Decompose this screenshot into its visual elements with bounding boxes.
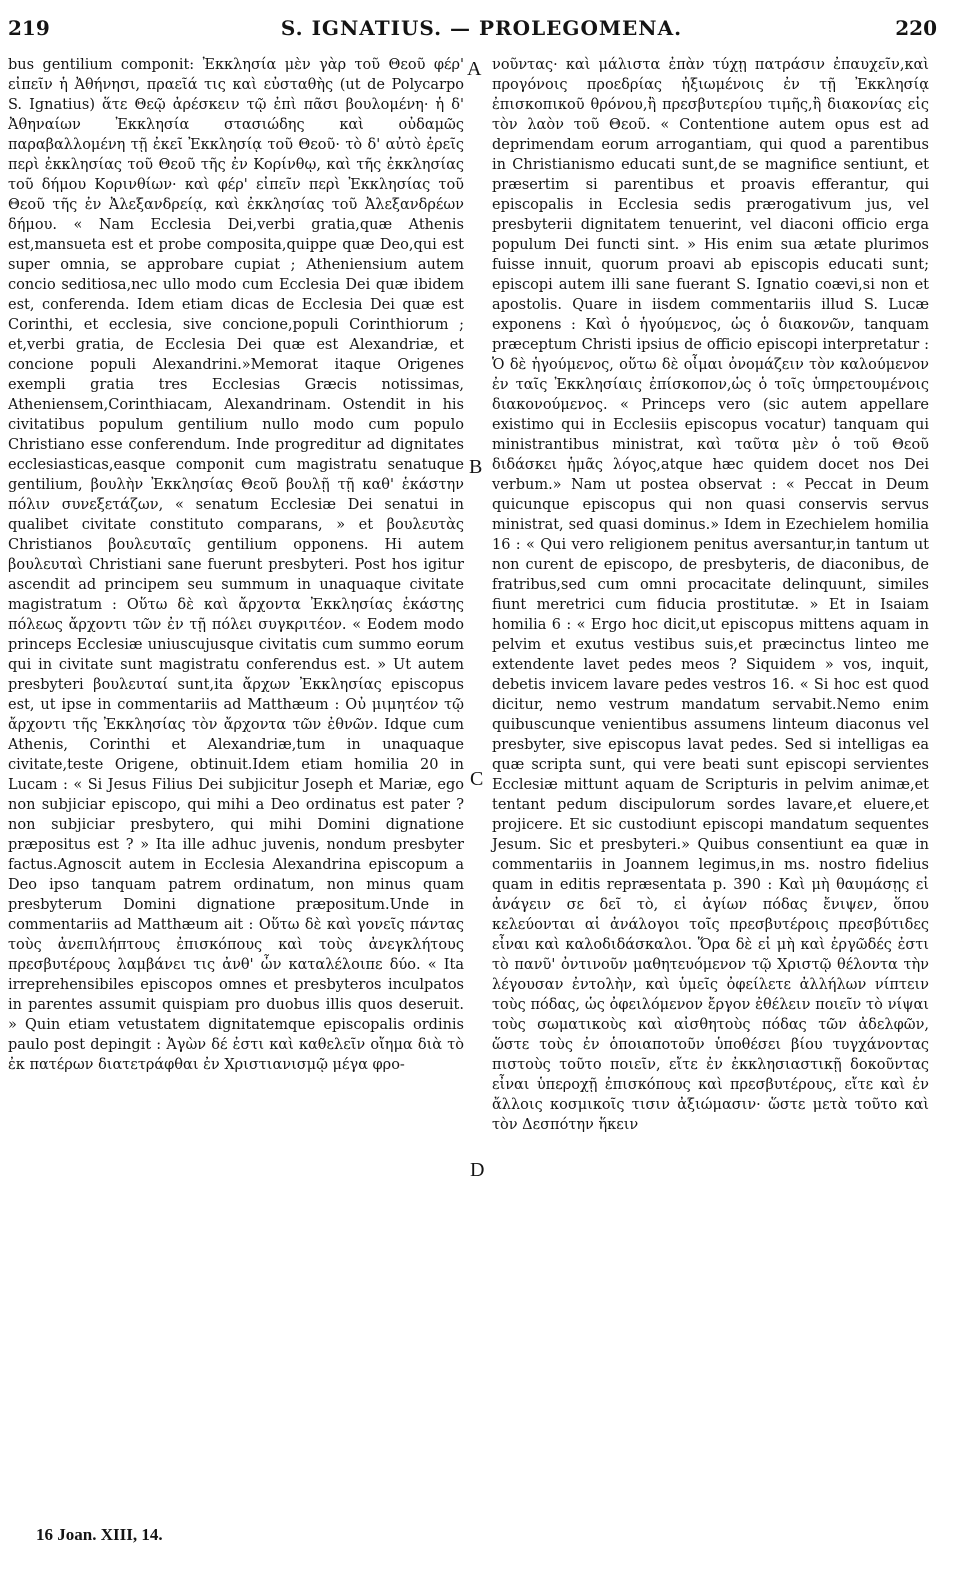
- margin-letter-b: B: [469, 456, 483, 478]
- left-column-text: bus gentilium componit: Ἐκκλησία μὲν γὰρ τοῦ Θεοῦ φέρ' εἰπεῖν ἡ Ἀθήνησι, πραεῖά τις καὶ εὐσταθὴς (ut de Polycarpo S. Ignatius) ἅτε Θεῷ ἀρέσκειν τῷ ἐπὶ πᾶσι βουλομένη· ἡ δ' Ἀθηναίων Ἐκκλησία στασιώδης καὶ οὐδαμῶς παραβαλλομένη τῇ ἐκεῖ Ἐκκλησίᾳ τοῦ Θεοῦ· τὸ δ' αὐτὸ ἐρεῖς περὶ ἐκκλησίας τοῦ Θεοῦ τῆς ἐν Κορίνθῳ, καὶ τῆς ἐκκλησίας τοῦ δήμου Κορινθίων· καὶ φέρ' εἰπεῖν περὶ Ἐκκλησίας τοῦ Θεοῦ τῆς ἐν Ἀλεξανδρείᾳ, καὶ ἐκκλησίας τοῦ Ἀλεξανδρέων δήμου. « Nam Ecclesia Dei,verbi gratia,quæ Athenis est,mansueta est et probe composita,quippe quæ Deo,qui est super omnia, se approbare cupiat ; Atheniensium autem concio seditiosa,nec ullo modo cum Ecclesia Dei quæ ibidem est, conferenda. Idem etiam dicas de Ecclesia Dei quæ est Corinthi, et ecclesia, sive concione,populi Corinthiorum ; et,verbi gratia, de Ecclesia Dei quæ est Alexandriæ, et concione populi Alexandrini.»Memorat itaque Origenes exempli gratia tres Ecclesias Græcis notissimas, Atheniensem,Corinthiacam, Alexandrinam. Ostendit in his civitatibus populum gentilium nullo modo cum populo Christiano esse conferendum. Inde progreditur ad dignitates ecclesiasticas,easque componit cum magistratu senatuque gentilium, βουλὴν Ἐκκλησίας Θεοῦ βουλῇ τῇ καθ' ἑκάστην πόλιν συνεξετάζων, « senatum Ecclesiæ Dei senatui in qualibet civitate constituto comparans, » et βουλευτὰς Christianos βουλευταῖς gentilium opponens. Hi autem βουλευταὶ Christiani sane fuerunt presbyteri. Post hos igitur ascendit ad principem seu summum in unaquaque civitate magistratum : Οὕτω δὲ καὶ ἄρχοντα Ἐκκλησίας ἑκάστης πόλεως ἄρχοντι τῶν ἐν τῇ πόλει συγκριτέον. « Eodem modo princeps Ecclesiæ uniuscujusque civitatis cum summo eorum qui in civitate sunt magistratu conferendus est. » Ut autem presbyteri βουλευταί sunt,ita ἄρχων Ἐκκλησίας episcopus est, ut ipse in commentariis ad Matthæum : Οὐ μιμητέον τῷ ἄρχοντι τῆς Ἐκκλησίας τὸν ἄρχοντα τῶν ἐθνῶν. Idque cum Athenis, Corinthi et Alexandriæ,tum in unaquaque civitate,teste Origene, obtinuit.Idem etiam homilia 20 in Lucam : « Si Jesus Filius Dei subjicitur Joseph et Mariæ, ego non subjiciar episcopo, qui mihi a Deo ordinatus est pater ? non subjiciar presbytero, qui mihi Domini dignatione præpositus est ? » Ita ille adhuc juvenis, nondum presbyter factus.Agnoscit autem in Ecclesia Alexandrina episcopum a Deo ipso tanquam patrem ordinatum, non minus quam presbyterum Domini dignatione præpositum.Unde in commentariis ad Matthæum ait : Οὕτω δὲ καὶ γονεῖς πάντας τοὺς ἀνεπιλήπτους ἐπισκόπους καὶ τοὺς ἀνεγκλήτους πρεσβυτέρους λαμβάνει τις ἀνθ' ὧν καταλέλοιπε δύο. « Ita irreprehensibiles episcopos omnes et presbyteros inculpatos in parentes assumit quispiam pro duobus illis quos deseruit. » Quin etiam vetustatem dignitatemque episcopalis ordinis paulo post depingit : Ἀγὼν δέ ἐστι καὶ καθελεῖν οἴημα διὰ τὸ ἐκ πατέρων διατετράφθαι ἐν Χριστιανισμῷ μέγα φρο-: [8, 57, 464, 1073]
- running-title: S. IGNATIUS. — PROLEGOMENA.: [280, 16, 683, 40]
- page-number-left: 219: [8, 16, 50, 40]
- margin-letter-d: D: [470, 1159, 485, 1181]
- right-column-text: νοῦντας· καὶ μάλιστα ἐπὰν τύχῃ πατράσιν ἐπαυχεῖν,καὶ προγόνοις προεδρίας ἠξιωμένοις ἐν τῇ Ἐκκλησίᾳ ἐπισκοπικοῦ θρόνου,ἢ πρεσβυτερίου τιμῆς,ἢ διακονίας εἰς τὸν λαὸν τοῦ Θεοῦ. « Contentione autem opus est ad deprimendam eorum arrogantiam, qui quod a parentibus in Christianismo educati sunt,de se magnifice sentiunt, et præsertim si parentibus et proavis efferantur, qui episcopalis in Ecclesia sedis prærogativum jus, vel presbyterii dignitatem tenuerint, vel diaconi officio erga populum Dei functi sint. » His enim sua ætate plurimos fuisse innuit, quorum proavi ab episcopis educati sunt; episcopi autem illi sane fuerant S. Ignatio coævi,si non et apostolis. Quare in iisdem commentariis illud S. Lucæ exponens : Καὶ ὁ ἡγούμενος, ὡς ὁ διακονῶν, tanquam præceptum Christi ipsius de officio episcopi interpretatur : Ὁ δὲ ἡγούμενος, οὕτω δὲ οἶμαι ὀνομάζειν τὸν καλούμενον ἐν ταῖς Ἐκκλησίαις ἐπίσκοπον,ὡς ὁ τοῖς ὑπηρετουμένοις διακονούμενος. « Princeps vero (sic autem appellare existimo qui in Ecclesiis episcopus vocatur) tanquam qui ministrantibus ministrat, καὶ ταῦτα μὲν ὁ τοῦ Θεοῦ διδάσκει ἡμᾶς λόγος,atque hæc quidem docet nos Dei verbum.» Nam ut postea observat : « Peccat in Deum quicunque episcopus qui non quasi conservis servus ministrat, sed quasi dominus.» Idem in Ezechielem homilia 16 : « Qui vero religionem penitus aversantur,in tantum ut non curent de episcopo, de presbyteris, de diaconibus, de fratribus,sed cum omni procacitate delinquunt, similes fiunt meretrici cum fiducia prostitutæ. » Et in Isaiam homilia 6 : « Ergo hoc dicit,ut episcopus mittens aquam in pelvim et exutus vestibus suis,et præcinctus linteo me extendente lavet pedes meos ? Siquidem » vos, inquit, debetis invicem lavare pedes vestros 16. « Si hoc est quod dicitur, nemo vestrum mandatum servabit.Nemo enim quibuscunque venientibus assumens linteum diaconus vel presbyter, sive episcopus lavat pedes. Sed si intelligas ea quæ scripta sunt, qui vere beati sunt episcopi servientes Ecclesiæ mittunt aquam de Scripturis in pelvim animæ,et tentant pedum discipulorum sordes lavare,et eluere,et projicere. Et sic custodiunt episcopi mandatum sequentes Jesum. Sic et presbyteri.» Quibus consentiunt ea quæ in commentariis in Joannem legimus,in ms. nostro fidelius quam in editis repræsentata p. 390 : Καὶ μὴ θαυμάσῃς εἰ ἀνάγειν σε δεῖ τὸ, εἰ ἀγίων πόδας ἔνιψεν, ὅπου κελεύονται αἱ ἀνάλογοι τοῖς πρεσβυτέροις πρεσβύτιδες εἶναι καὶ καλοδιδάσκαλοι. Ὅρα δὲ εἰ μὴ καὶ ἐργῶδές ἐστι τὸ πανῦ' ὀντινοῦν μαθητευόμενον τῷ Χριστῷ θέλοντα τὴν λέγουσαν ἐντολὴν, καὶ ὑμεῖς ὀφείλετε ἀλλήλων νίπτειν τοὺς πόδας, ὡς ὀφειλόμενον ἔργον ἐθέλειν ποιεῖν τὸ νίψαι τοὺς σωματικοὺς καὶ αἰσθητοὺς πόδας τῶν ἀδελφῶν, ὥστε τοὺς ἐν ὁποιαποτοῦν ὑποθέσει βίου τυγχάνοντας πιστοὺς τοῦτο ποιεῖν, εἴτε ἐν ἐκκλησιαστικῇ δοκοῦντας εἶναι ὑπεροχῇ ἐπισκόπους καὶ πρεσβυτέρους, εἴτε καὶ ἐν ἄλλοις κοσμικοῖς τισιν ἀξιώμασιν· ὥστε μετὰ τοῦτο καὶ τὸν Δεσπότην ἥκειν: [492, 57, 929, 1133]
- right-column: [492, 55, 929, 1135]
- footnote: 16 Joan. XIII, 14.: [36, 1525, 163, 1544]
- margin-letter-c: C: [470, 768, 484, 790]
- margin-letter-a: A: [467, 58, 482, 80]
- page-number-right: 220: [895, 16, 937, 40]
- left-column: [8, 55, 464, 1075]
- page-header: [0, 16, 963, 50]
